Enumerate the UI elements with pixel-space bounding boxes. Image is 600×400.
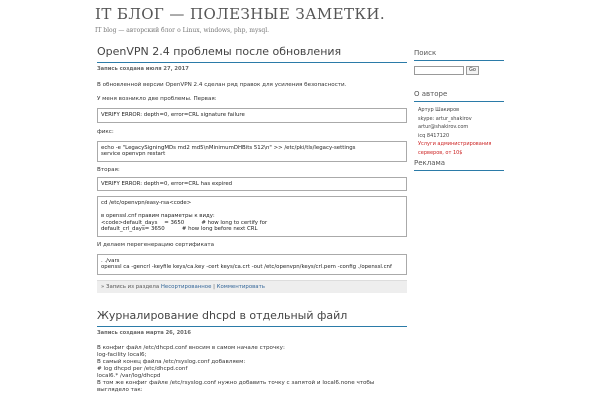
post-paragraph: В обновленной версии OpenVPN 2.4 сделан ряд правок для усиления безопасности. — [97, 82, 347, 88]
post-openvpn — [97, 45, 407, 293]
code-line: default_crl_days= 3650 # how long before next CRL — [101, 226, 258, 232]
code-line: . ./vars — [101, 257, 120, 264]
post-line: # log dhcpd per /etc/dhcpd.conf — [97, 365, 188, 372]
post-line: log-facility local6; — [97, 351, 147, 358]
post-paragraph: И делаем перегенерацию сертификата — [97, 241, 215, 248]
site-header — [95, 6, 515, 34]
ads-heading: Реклама — [414, 159, 446, 167]
code-line: VERIFY ERROR: depth=0, error=CRL signature failure — [101, 112, 245, 118]
meta-prefix: » Запись из раздела — [101, 283, 160, 290]
search-input[interactable] — [414, 66, 464, 75]
site-description: IT blog — авторский блог о Linux, windows, php, mysql. — [95, 27, 270, 34]
post-paragraph: фикс: — [97, 128, 114, 135]
search-go-button[interactable]: Go — [466, 66, 479, 75]
meta-separator: | — [213, 283, 215, 290]
post-line: В самый конец файла /etc/rsyslog.conf добавляем: — [97, 358, 246, 365]
sidebar — [414, 49, 504, 171]
code-block — [97, 196, 407, 237]
code-line: cd /etc/openvpn/easy-rsa<code> — [101, 200, 192, 206]
code-block — [97, 254, 407, 275]
search-heading: Поиск — [414, 49, 437, 57]
ads-heading-divider — [414, 170, 504, 171]
ads-widget — [414, 159, 504, 171]
post-line: В том же конфиг файле /etc/rsyslog.conf нужно добавить точку с запятой и local6.none чтобы — [97, 379, 375, 386]
site-title[interactable]: IT БЛОГ — ПОЛЕЗНЫЕ ЗАМЕТКИ. — [95, 5, 386, 23]
category-link[interactable]: Несортированное — [160, 283, 212, 290]
code-block — [97, 108, 407, 123]
post-line: выглядело так: — [97, 386, 143, 393]
code-block — [97, 177, 407, 192]
search-form — [414, 66, 504, 75]
about-name: Артур Шакиров — [418, 107, 460, 113]
post-dhcpd — [97, 309, 407, 394]
about-heading-divider — [414, 101, 504, 102]
about-text — [414, 106, 504, 157]
about-email[interactable]: artur@shakirov.com — [418, 124, 469, 130]
promo-line: Услуги администрирования — [418, 141, 492, 147]
post-paragraph: Вторая: — [97, 166, 120, 173]
post-title-divider — [97, 326, 407, 327]
code-line: openssl ca -gencrl -keyfile keys/ca.key -cert keys/ca.crt -out /etc/openvpn/keys/crl.pem -config ./openssl.cnf — [101, 264, 392, 270]
promo-line: серверов, от 10$ — [418, 149, 463, 156]
code-line: в openssl.cnf правим параметры к виду: — [101, 213, 215, 219]
code-line: service openvpn restart — [101, 151, 166, 157]
post-title[interactable]: Журналирование dhcpd в отдельный файл — [97, 308, 348, 322]
post-date: Запись создана марта 26, 2016 — [97, 329, 192, 336]
post-line: В конфиг файл /etc/dhcpd.conf вносим в самом начале строчку: — [97, 344, 285, 351]
code-line: VERIFY ERROR: depth=0, error=CRL has expired — [101, 180, 233, 187]
comment-link[interactable]: Комментировать — [216, 283, 265, 290]
post-title-divider — [97, 62, 407, 63]
search-heading-divider — [414, 60, 504, 61]
search-widget — [414, 49, 504, 75]
post-meta — [97, 280, 407, 293]
post-body — [97, 345, 407, 394]
code-line: echo -e "LegacySigningMDs md2 md5\nMinimumDHBits 512\n" >> /etc/pki/tls/legacy-settings — [101, 144, 356, 151]
post-title[interactable]: OpenVPN 2.4 проблемы после обновления — [97, 45, 342, 58]
post-line: local6.* /var/log/dhcpd — [97, 372, 161, 379]
post-paragraph: У меня возникло две проблемы. Первая: — [97, 96, 217, 102]
post-date: Запись создана июля 27, 2017 — [97, 66, 189, 72]
about-skype: skype: artur_shakirov — [418, 115, 472, 122]
about-icq: icq 8417120 — [418, 132, 450, 139]
about-heading: О авторе — [414, 90, 448, 98]
main-content — [97, 45, 407, 394]
about-widget — [414, 90, 504, 157]
code-block — [97, 141, 407, 162]
code-line: <code>default_days = 3650 # how long to certify for — [101, 219, 268, 226]
